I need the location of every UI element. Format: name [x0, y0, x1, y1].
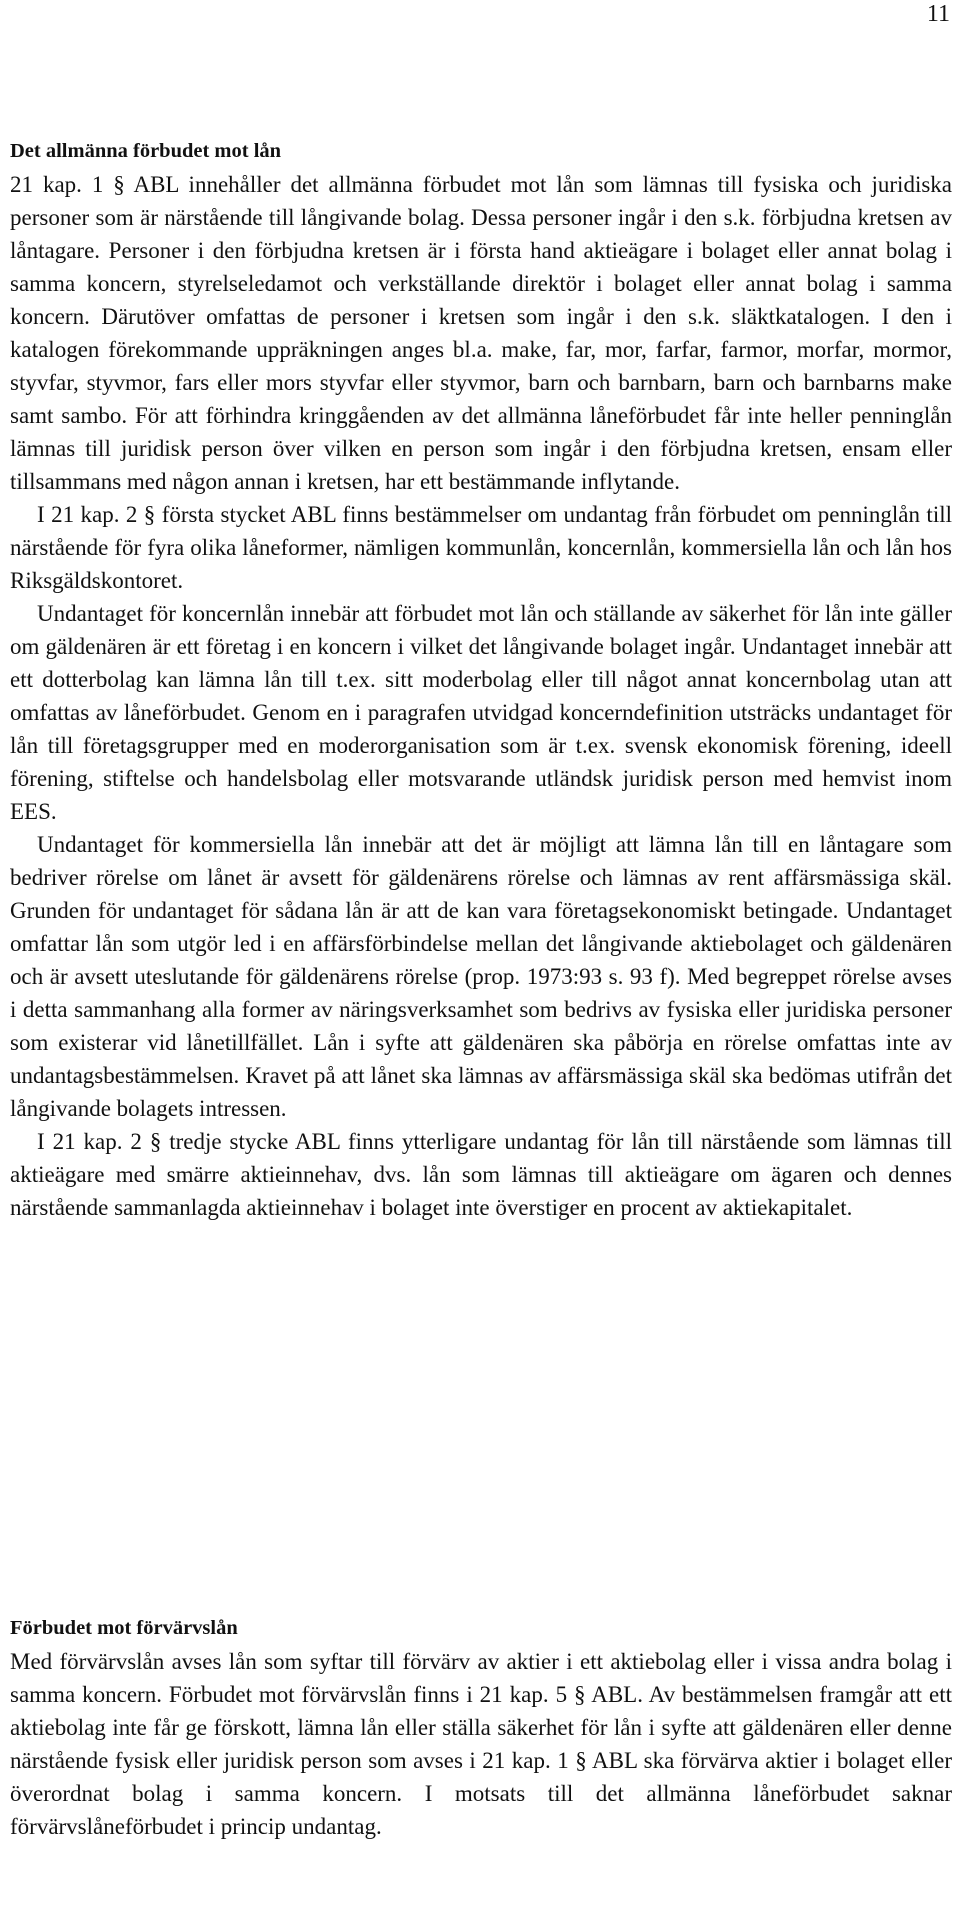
section-heading: Det allmänna förbudet mot lån — [10, 140, 282, 162]
section-heading: Förbudet mot förvärvslån — [10, 1617, 238, 1639]
paragraph: Undantaget för kommersiella lån innebär att det är möjligt att lämna lån till en låntagare som bedriver rörelse om lånet är avsett för gäldenärens rörelse och lämnas av rent affärsmässiga skäl. Grunden för undantaget för sådana lån är att de kan vara företagsekonomiskt betingade. Undantaget omfattar lån som utgör led i en affärsförbindelse mellan det långivande aktiebolaget och gäldenären och är avsett uteslutande för gäldenärens rörelse (prop. 1973:93 s. 93 f). Med begreppet rörelse avses i detta sammanhang alla former av näringsverksamhet som bedrivs av fysiska eller juridiska personer som existerar vid lånetillfället. Lån i syfte att gäldenären ska påbörja en rörelse omfattas inte av undantagsbestämmelsen. Kravet på att lånet ska lämnas av affärsmässiga skäl ska bedömas utifrån det långivande bolagets intressen. — [10, 832, 952, 1121]
paragraph: Med förvärvslån avses lån som syftar till förvärv av aktier i ett aktiebolag eller i vissa andra bolag i samma koncern. Förbudet mot förvärvslån finns i 21 kap. 5 § ABL. Av bestämmelsen framgår att ett aktiebolag inte får ge förskott, lämna lån eller ställa säkerhet för lån i syfte att gäldenären eller denne närstående fysisk eller juridisk person som avses i 21 kap. 1 § ABL ska förvärva aktier i bolaget eller överordnat bolag i samma koncern. I motsats till det allmänna låneförbudet saknar förvärvslåneförbudet i princip undantag. — [10, 1649, 952, 1839]
paragraph: Undantaget för koncernlån innebär att förbudet mot lån och ställande av säkerhet för lån inte gäller om gäldenären är ett företag i en koncern i vilket det långivande bolaget ingår. Undantaget innebär att ett dotterbolag kan lämna lån till t.ex. sitt moderbolag eller till något annat koncernbolag utan att omfattas av låneförbudet. Genom en i paragrafen utvidgad koncerndefinition utsträcks undantaget för lån till företagsgrupper med en moderorganisation som är t.ex. svensk ekonomisk förening, ideell förening, stiftelse och handelsbolag eller motsvarande utländsk juridisk person med hemvist inom EES. — [10, 601, 952, 824]
section-general-loan-prohibition — [10, 135, 952, 1224]
paragraph: 21 kap. 1 § ABL innehåller det allmänna förbudet mot lån som lämnas till fysiska och juridiska personer som är närstående till långivande bolag. Dessa personer ingår i den s.k. förbjudna kretsen av låntagare. Personer i den förbjudna kretsen är i första hand aktieägare i bolaget eller annat bolag i samma koncern, styrelseledamot och verkställande direktör i bolaget eller annat bolag i samma koncern. Därutöver omfattas de personer i kretsen som ingår i den s.k. släktkatalogen. I den i katalogen förekommande uppräkningen anges bl.a. make, far, mor, farfar, farmor, morfar, mormor, styvfar, styvmor, fars eller mors styvfar eller styvmor, barn och barnbarn, barn och barnbarns make samt sambo. För att förhindra kringgåenden av det allmänna låneförbudet får inte heller penninglån lämnas till juridisk person över vilken en person som ingår i den förbjudna kretsen, ensam eller tillsammans med någon annan i kretsen, har ett bestämmande inflytande. — [10, 172, 952, 494]
paragraph: I 21 kap. 2 § första stycket ABL finns bestämmelser om undantag från förbudet om penninglån till närstående för fyra olika låneformer, nämligen kommunlån, koncernlån, kommersiella lån och lån hos Riksgäldskontoret. — [10, 502, 952, 593]
section-acquisition-loan-prohibition — [10, 1612, 952, 1843]
paragraph: I 21 kap. 2 § tredje stycke ABL finns ytterligare undantag för lån till närstående som lämnas till aktieägare med smärre aktieinnehav, dvs. lån som lämnas till aktieägare om ägaren och dennes närstående sammanlagda aktieinnehav i bolaget inte överstiger en procent av aktiekapitalet. — [10, 1129, 952, 1220]
page-number: 11 — [926, 1, 950, 27]
